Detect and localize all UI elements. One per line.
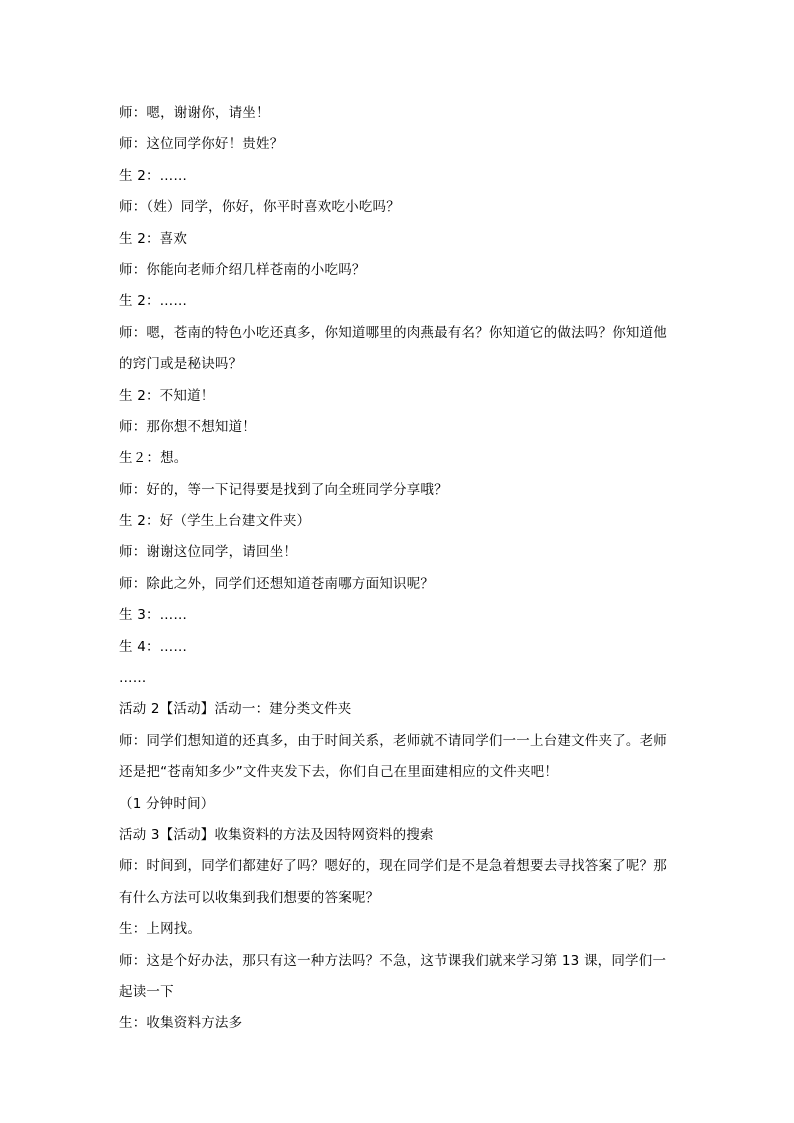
text-line: 生：上网找。	[119, 921, 202, 938]
section-heading: 活动 3【活动】收集资料的方法及因特网资料的搜索	[119, 826, 434, 843]
text-line: 师：好的，等一下记得要是找到了向全班同学分享哦？	[119, 481, 448, 498]
text-line: 生 2：……	[119, 293, 188, 310]
text-line: 师：（姓）同学，你好，你平时喜欢吃小吃吗？	[119, 199, 400, 216]
text-line: 师：除此之外，同学们还想知道苍南哪方面知识呢？	[119, 575, 435, 592]
section-heading: 活动 2【活动】活动一：建分类文件夹	[119, 701, 352, 718]
text-line: （1 分钟时间）	[119, 795, 215, 812]
text-line: 生 4：……	[119, 638, 188, 655]
text-line: 师：那你想不想知道！	[119, 418, 256, 435]
text-line: ……	[119, 670, 147, 687]
text-line: 生 2：好（学生上台建文件夹）	[119, 513, 311, 530]
text-line: 师：这是个好办法，那只有这一种方法吗？不急，这节课我们就来学习第 13 课，同学们一	[119, 952, 667, 969]
text-line: 生 2：不知道！	[119, 387, 215, 404]
text-line: 师：这位同学你好！贵姓？	[119, 136, 284, 153]
text-line: 师：嗯，苍南的特色小吃还真多，你知道哪里的肉燕最有名？你知道它的做法吗？你知道他	[119, 324, 667, 341]
text-line: 师：时间到，同学们都建好了吗？嗯好的，现在同学们是不是急着想要去寻找答案了呢？那	[119, 858, 667, 875]
text-line: 生：收集资料方法多	[119, 1015, 243, 1032]
text-line: 有什么方法可以收集到我们想要的答案呢？	[119, 889, 380, 906]
text-line: 师：同学们想知道的还真多，由于时间关系，老师就不请同学们一一上台建文件夹了。老师	[119, 732, 667, 749]
text-line: 生 2：……	[119, 167, 188, 184]
text-line: 还是把“苍南知多少”文件夹发下去，你们自己在里面建相应的文件夹吧！	[119, 764, 559, 781]
text-line: 生 3：……	[119, 607, 188, 624]
text-line: 师：谢谢这位同学，请回坐！	[119, 544, 298, 561]
text-line: 生 2：喜欢	[119, 230, 188, 247]
text-line: 起读一下	[119, 983, 174, 1000]
text-line: 师：嗯，谢谢你，请坐！	[119, 105, 270, 121]
text-line: 生２：想。	[119, 450, 188, 467]
document-body	[119, 98, 679, 1040]
text-line: 的窍门或是秘诀吗？	[119, 356, 243, 373]
text-line: 师：你能向老师介绍几样苍南的小吃吗？	[119, 261, 366, 278]
